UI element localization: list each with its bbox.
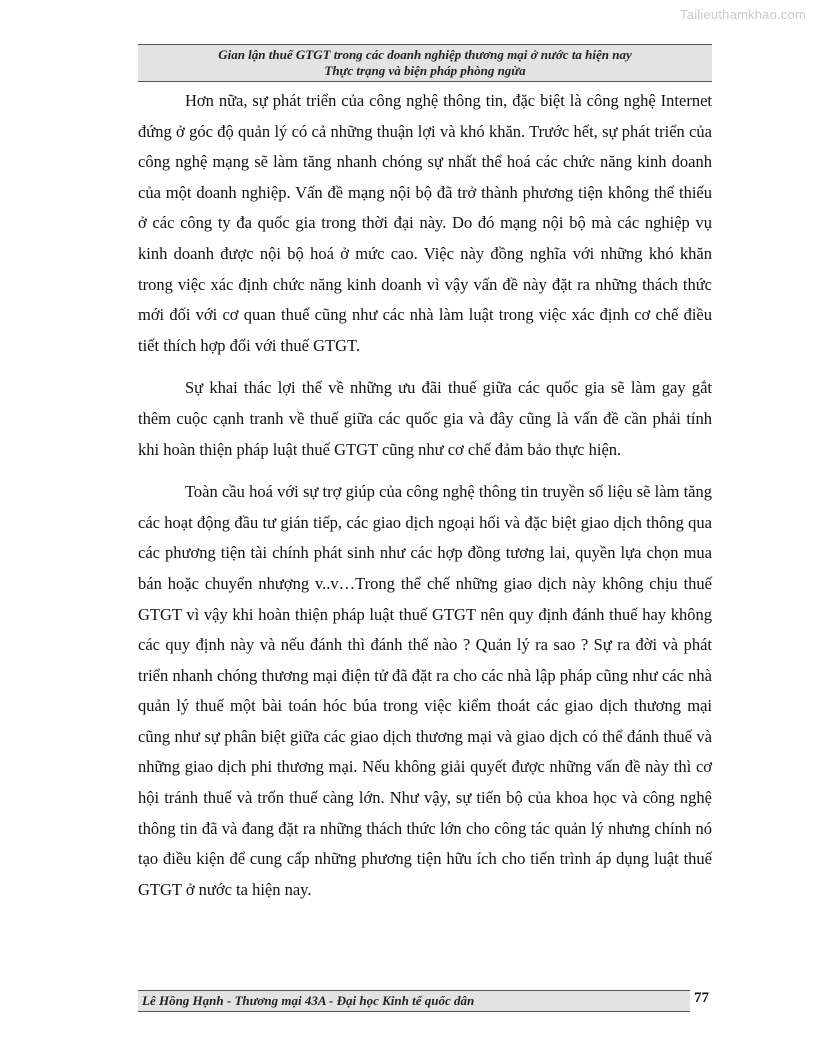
paragraph: Sự khai thác lợi thế về những ưu đãi thuế giữa các quốc gia sẽ làm gay gắt thêm cuộc cạnh tranh về thuế giữa các quốc gia và đây cũng là vấn đề cần phải tính khi hoàn thiện pháp luật thuế GTGT cũng như cơ chế đảm bảo thực hiện. — [138, 378, 712, 459]
body-text — [138, 86, 712, 917]
page-number: 77 — [694, 990, 709, 1006]
paragraph: Toàn cầu hoá với sự trợ giúp của công nghệ thông tin truyền số liệu sẽ làm tăng các hoạt động đầu tư gián tiếp, các giao dịch ngoại hối và đặc biệt giao dịch thông qua các phương tiện tài chính phát sinh như các hợp đồng tương lai, quyền lựa chọn mua bán hoặc chuyển nhượng v..v…Trong thể chế những giao dịch này không chịu thuế GTGT vì vậy khi hoàn thiện pháp luật thuế GTGT nên quy định đánh thuế hay không các quy định này và nếu đánh thì đánh thế nào ? Quản lý ra sao ? Sự ra đời và phát triển nhanh chóng thương mại điện tử đã đặt ra cho các nhà lập pháp cũng như các nhà quản lý thuế một bài toán hóc búa trong việc kiểm thoát các giao dịch thương mại cũng như sự phân biệt giữa các giao dịch thương mại và giao dịch có thể đánh thuế và những giao dịch phi thương mại. Nếu không giải quyết được những vấn đề này thì cơ hội tránh thuế và trốn thuế càng lớn. Như vậy, sự tiến bộ của khoa học và công nghệ thông tin đã và đang đặt ra những thách thức lớn cho công tác quản lý nhưng chính nó tạo điều kiện để cung cấp những phương tiện hữu ích cho tiến trình áp dụng luật thuế GTGT ở nước ta hiện nay. — [138, 482, 712, 899]
header-title-line-1: Gian lận thuế GTGT trong các doanh nghiệp thương mại ở nước ta hiện nay — [218, 47, 632, 62]
running-footer — [138, 990, 690, 1012]
running-header — [138, 44, 712, 82]
footer-author-line: Lê Hồng Hạnh - Thương mại 43A - Đại học Kinh tế quốc dân — [142, 993, 475, 1008]
watermark-text: Tailieuthamkhao.com — [680, 7, 806, 22]
paragraph: Hơn nữa, sự phát triển của công nghệ thông tin, đặc biệt là công nghệ Internet đứng ở góc độ quản lý có cả những thuận lợi và khó khăn. Trước hết, sự phát triển của công nghệ mạng sẽ làm tăng nhanh chóng sự nhất thể hoá các chức năng kinh doanh của một doanh nghiệp. Vấn đề mạng nội bộ đã trở thành phương tiện không thể thiếu ở các công ty đa quốc gia trong thời đại này. Do đó mạng nội bộ mà các nghiệp vụ kinh doanh được nội bộ hoá ở mức cao. Việc này đồng nghĩa với những khó khăn trong việc xác định chức năng kinh doanh vì vậy vấn đề này đặt ra những thách thức mới đối với cơ quan thuế cũng như các nhà làm luật trong việc xác định cơ chế điều tiết thích hợp đối với thuế GTGT. — [138, 91, 712, 355]
header-title-line-2: Thực trạng và biện pháp phòng ngừa — [324, 63, 526, 78]
